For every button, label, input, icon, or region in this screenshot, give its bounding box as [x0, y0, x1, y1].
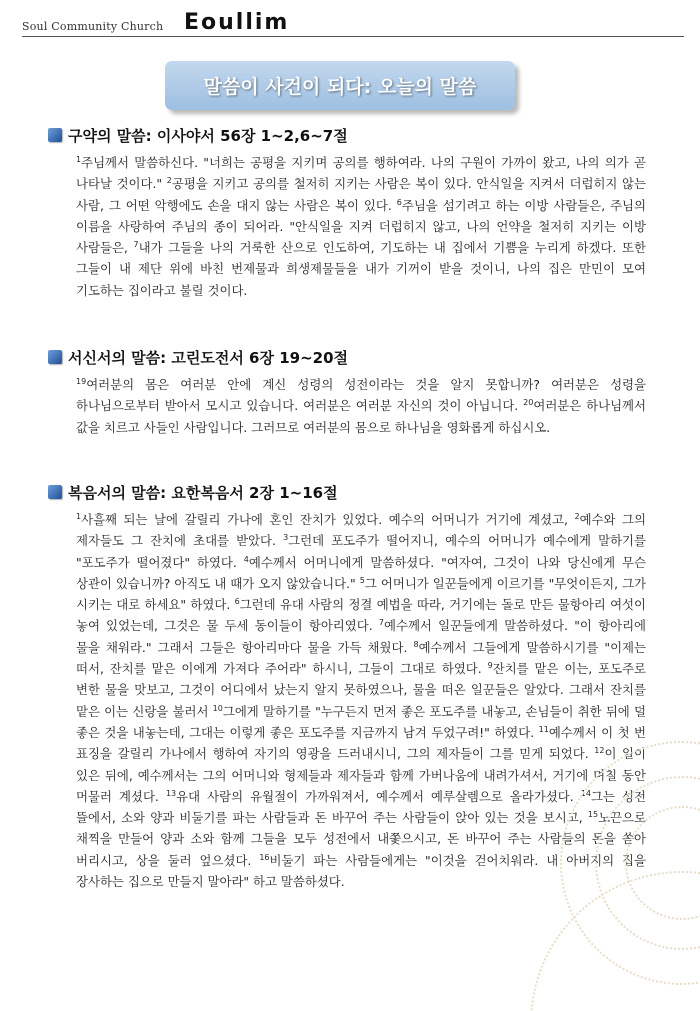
verse-number: 5	[359, 575, 365, 585]
section-heading	[48, 481, 646, 503]
old-testament-section	[48, 124, 646, 301]
verse-number: 15	[587, 810, 599, 820]
square-bullet-icon	[48, 350, 62, 364]
verse-text: 예수께서 이 첫 번 표징을 갈릴리 가나에서 행하여 자기의 영광을 드러내시니, 그의 제자들이 그를 믿게 되었다.	[76, 724, 647, 762]
verse-number: 8	[413, 639, 419, 649]
scripture-text	[76, 509, 646, 892]
verse-number: 6	[234, 597, 240, 607]
verse-number: 10	[212, 703, 223, 713]
square-bullet-icon	[48, 128, 62, 142]
verse-text: 그는 성전 뜰에서, 소와 양과 비둘기를 파는 사람들과 돈 바꾸어 주는 사람들이 앉아 있는 것을 보시고,	[76, 788, 646, 826]
verse-text: 공평을 지키고 공의를 철저히 지키는 사람은 복이 있다. 안식일을 지켜서 더럽히지 않는 사람, 그 어떤 악행에도 손을 대지 않는 사람은 복이 있다.	[76, 176, 646, 213]
epistle-section	[48, 346, 646, 438]
scripture-text	[76, 374, 646, 438]
page-title: 말씀이 사건이 되다: 오늘의 말씀	[203, 76, 477, 98]
section-heading	[48, 346, 646, 368]
verse-number: 1	[76, 154, 82, 164]
verse-text: 비둘기 파는 사람들에게는 "이것을 걷어치워라. 내 아버지의 집을 장사하는 집으로 만들지 말아라" 하고 말씀하셨다.	[76, 852, 646, 890]
verse-number: 1	[76, 511, 82, 521]
verse-text: 그런데 포도주가 떨어지니, 예수의 어머니가 예수에게 말하기를 "포도주가 떨어졌다" 하였다.	[76, 533, 646, 570]
square-bullet-icon	[48, 485, 62, 499]
section-title: 구약의 말씀: 이사야서 56장 1~2,6~7절	[68, 126, 348, 145]
verse-number: 2	[574, 511, 580, 521]
verse-text: 주님을 섬기려고 하는 이방 사람들은, 주님의 이름을 사랑하여 주님의 종이 되어라. "안식일을 지켜 더럽히지 않고, 나의 언약을 철저히 지키는 이방 사람들은,	[76, 197, 646, 256]
verse-number: 2	[166, 176, 172, 186]
verse-text: 예수께서 그들에게 말씀하시기를 "이제는 떠서, 잔치를 맡은 이에게 가져다 주어라" 하시니, 그들이 그대로 하였다.	[76, 639, 646, 677]
verse-text: 유대 사람의 유월절이 가까워져서, 예수께서 예루살렘으로 올라가셨다.	[176, 788, 581, 804]
verse-text: 그에게 말하기를 "누구든지 먼저 좋은 포도주를 내놓고, 손님들이 취한 뒤에 덜 좋은 것을 내놓는데, 그대는 이렇게 좋은 포도주를 지금까지 남겨 두었구려!" 하였다.	[76, 703, 646, 740]
verse-text: 예수께서 일꾼들에게 말씀하셨다. "이 항아리에 물을 채워라." 그래서 그들은 항아리마다 물을 가득 채웠다.	[76, 618, 647, 655]
section-title: 서신서의 말씀: 고린도전서 6장 19~20절	[68, 348, 349, 367]
verse-text: 내가 그들을 나의 거룩한 산으로 인도하여, 기도하는 내 집에서 기쁨을 누리게 하겠다. 또한 그들이 내 제단 위에 바친 번제물과 희생제물들을 내가 기꺼이 받을 것이니, 나의 집은 만민이 모여 기도하는 집이라고 불릴 것이다.	[76, 240, 646, 298]
verse-number: 3	[283, 533, 289, 543]
verse-text: 사흘째 되는 날에 갈릴리 가나에 혼인 잔치가 있었다. 예수의 어머니가 거기에 계셨고,	[81, 512, 575, 527]
gospel-section	[48, 481, 646, 892]
verse-text: 노끈으로 채찍을 만들어 양과 소와 함께 그들을 모두 성전에서 내쫓으시고, 돈 바꾸어 주는 사람들의 돈을 쏟아 버리시고, 상을 둘러 엎으셨다.	[76, 810, 646, 868]
verse-text: 그 어머니가 일꾼들에게 이르기를 "무엇이든지, 그가 시키는 대로 하세요" 하였다.	[76, 575, 647, 613]
church-name: Soul Community Church	[22, 20, 164, 33]
verse-number: 7	[378, 618, 384, 628]
verse-number: 14	[580, 788, 592, 798]
verse-text: 잔치를 맡은 이는, 포도주로 변한 물을 맛보고, 그것이 어디에서 났는지 알지 못하였으나, 물을 떠온 일꾼들은 알았다. 그래서 잔치를 맡은 이는 신랑을 불러서	[76, 661, 647, 719]
verse-number: 7	[133, 240, 139, 250]
verse-number: 12	[594, 746, 605, 756]
header-rule	[22, 36, 684, 37]
page-title-banner	[165, 61, 515, 110]
verse-number: 4	[243, 554, 249, 564]
verse-number: 19	[76, 376, 87, 386]
verse-text: 그런데 유대 사람의 정결 예법을 따라, 거기에는 돌로 만든 물항아리 여섯이 놓여 있었는데, 그것은 물 두세 동이들이 항아리였다.	[76, 597, 646, 634]
verse-number: 9	[487, 660, 493, 670]
verse-number: 11	[538, 724, 549, 734]
verse-number: 20	[523, 398, 534, 408]
scripture-text	[76, 152, 646, 301]
newsletter-brand: Eoullim	[184, 10, 290, 35]
verse-text: 여러분의 몸은 여러분 안에 계신 성령의 성전이라는 것을 알지 못합니까? 여러분은 성령을 하나님으로부터 받아서 모시고 있습니다. 여러분은 여러분 자신의 것이 아닙니다.	[76, 377, 646, 414]
verse-number: 6	[396, 197, 402, 207]
verse-text: 예수와 그의 제자들도 그 잔치에 초대를 받았다.	[76, 512, 646, 549]
page-header	[0, 0, 700, 40]
verse-text: 예수께서 어머니에게 말씀하셨다. "여자여, 그것이 나와 당신에게 무슨 상관이 있습니까? 아직도 내 때가 오지 않았습니다."	[76, 554, 646, 591]
verse-number: 13	[165, 788, 177, 798]
verse-text: 여러분은 하나님께서 값을 치르고 사들인 사람입니다. 그러므로 여러분의 몸으로 하나님을 영화롭게 하십시오.	[76, 398, 646, 435]
section-title: 복음서의 말씀: 요한복음서 2장 1~16절	[68, 483, 338, 502]
verse-text: 주님께서 말씀하신다. "너희는 공평을 지키며 공의를 행하여라. 나의 구원이 가까이 왔고, 나의 의가 곧 나타날 것이다."	[76, 155, 646, 192]
verse-number: 16	[259, 852, 270, 862]
section-heading	[48, 124, 646, 146]
verse-text: 이 일이 있은 뒤에, 예수께서는 그의 어머니와 형제들과 제자들과 함께 가버나움에 내려가셔서, 거기에 며칠 동안 머물러 계셨다.	[76, 746, 646, 804]
